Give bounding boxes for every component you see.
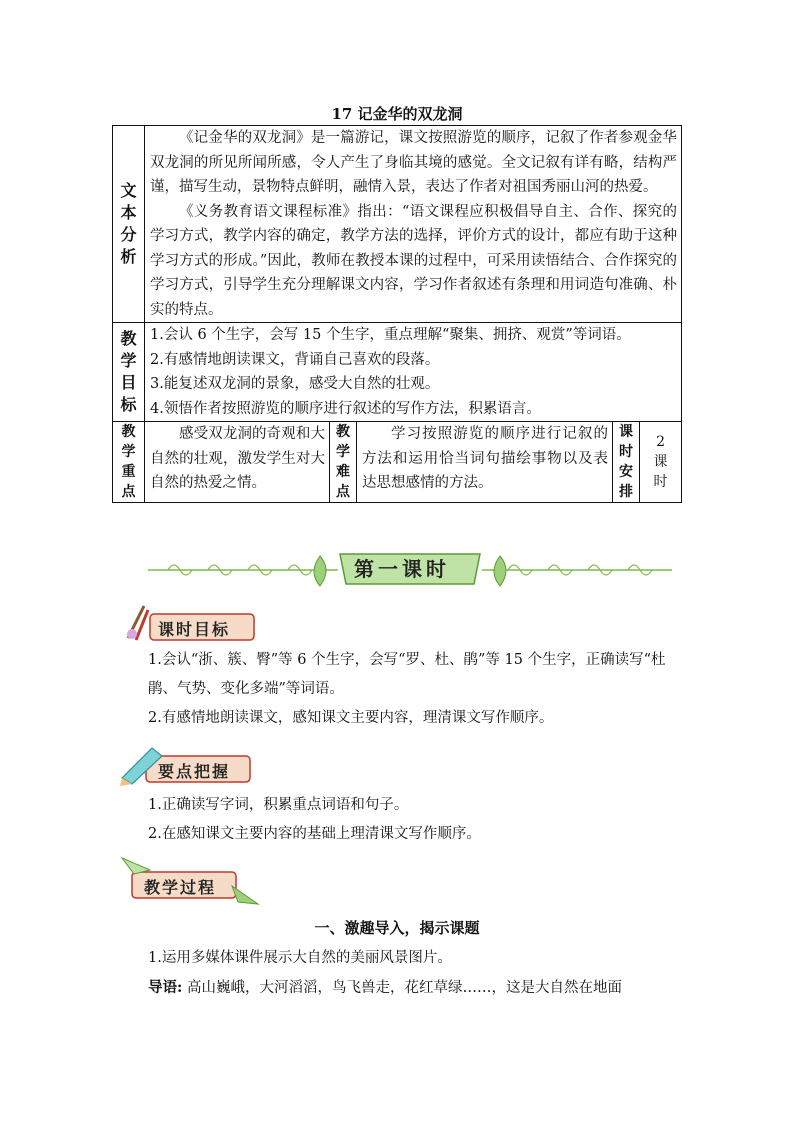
section-goals-title: 课时目标 [158,620,231,639]
divider-title: 第一课时 [354,557,450,581]
difficulty-content: 学习按照游览的顺序进行记叙的方法和运用恰当词句描绘事物以及表达思想感情的方法。 [357,422,613,503]
analysis-label: 文 本 分 析 [113,126,145,323]
point-item: 2.在感知课文主要内容的基础上理清课文写作顺序。 [148,826,481,842]
key-label: 教 学 重 点 [113,422,145,503]
process-step-1: 1.运用多媒体课件展示大自然的美丽风景图片。 [148,950,452,966]
point-item: 1.正确读写字词，积累重点词语和句子。 [148,797,409,813]
lesson-table [112,125,682,503]
goal-item: 3.能复述双龙洞的景象，感受大自然的壮观。 [150,376,440,392]
goals-content [145,323,682,422]
key-content: 感受双龙洞的奇观和大自然的壮观，激发学生对大自然的热爱之情。 [145,422,330,503]
leaf-left-icon [314,556,326,586]
difficulty-label: 教 学 难 点 [330,422,357,503]
page-title: 17 记金华的双龙洞 [331,105,463,123]
process-heading: 一、激趣导入，揭示课题 [314,919,480,937]
goal-item: 2.有感情地朗读课文，背诵自己喜欢的段落。 [150,351,440,368]
section-goals-header [122,604,258,644]
time-label: 课 时 安 排 [613,422,640,503]
process-content [148,944,678,1003]
leaf-right-icon [494,556,506,586]
lesson-goal-item: 2.有感情地朗读课文，感知课文主要内容，理清课文写作顺序。 [148,710,554,726]
intro-text: 高山巍峨，大河滔滔，鸟飞兽走，花红草绿……，这是大自然在地面 [186,980,622,996]
analysis-row [113,126,682,323]
goals-label: 教 学 目 标 [113,323,145,422]
section-process-header [120,856,262,906]
analysis-content [145,126,682,323]
section-points-content [148,791,678,849]
section-process-title: 教学过程 [144,878,217,897]
goals-row [113,323,682,422]
key-row [113,422,682,503]
lesson-goal-item: 1.会认“浙、簇、臀”等 6 个生字，会写“罗、杜、鹃”等 15 个生字，正确读写“杜鹃、气势、变化多端”等词语。 [148,652,666,697]
time-value: 2 课 时 [640,422,682,503]
analysis-paragraph-1: 《记金华的双龙洞》是一篇游记，课文按照游览的顺序，记叙了作者参观金华双龙洞的所见所闻所感，令人产生了身临其境的感觉。全文记叙有详有略，结构严谨，描写生动，景物特点鲜明，融情入景，表达了作者对祖国秀丽山河的热爱。 [150,130,678,195]
section-goals-content [148,646,678,733]
goal-item: 1.会认 6 个生字，会写 15 个生字，重点理解“聚集、拥挤、观赏”等词语。 [150,327,631,343]
goal-item: 4.领悟作者按照游览的顺序进行叙述的写作方法，积累语言。 [150,400,541,417]
intro-paragraph [148,973,678,1003]
analysis-paragraph-2: 《义务教育语文课程标准》指出：“语文课程应积极倡导自主、合作、探究的学习方式，教学内容的确定，教学方法的选择，评价方式的设计，都应有助于这种学习方式的形成。”因此，教师在教授本课的过程中，可采用读悟结合、合作探究的学习方式，引导学生充分理解课文内容，学习作者叙述有条理和用词造句准确、朴实的特点。 [150,203,678,318]
section-points-header [118,742,258,786]
intro-label: 导语: [148,979,183,996]
section-points-title: 要点把握 [158,762,231,781]
